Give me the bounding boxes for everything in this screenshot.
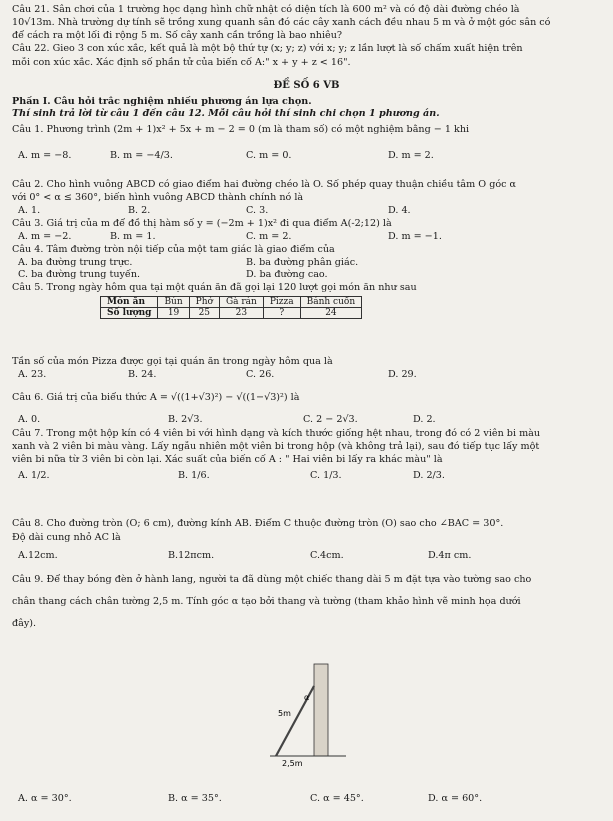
q1-option-a[interactable]: A. m = −8. xyxy=(18,150,72,161)
q5-option-a[interactable]: A. 23. xyxy=(18,369,47,380)
q5-option-d[interactable]: D. 29. xyxy=(388,369,417,380)
q9-option-d[interactable]: D. α = 60°. xyxy=(428,793,483,804)
q21-line-1: Câu 21. Sân chơi của 1 trường học dạng hình chữ nhật có diện tích là 600 m² và có độ dài đường chéo là xyxy=(12,4,520,15)
q4-option-b[interactable]: B. ba đường phân giác. xyxy=(246,257,359,268)
q9-text-2: chân thang cách chân tường 2,5 m. Tính góc α tạo bởi thang và tường (tham khảo hình vẽ minh họa dưới xyxy=(12,596,521,607)
q21-line-2: 10√13m. Nhà trường dự tính sẽ trồng xung quanh sân đó các cây xanh cách đều nhau 5 m và ở một góc sân có xyxy=(12,17,551,28)
q9-option-a[interactable]: A. α = 30°. xyxy=(18,793,72,804)
table-cell: 19 xyxy=(158,308,189,319)
table-cell: ? xyxy=(263,308,300,319)
q8-option-a[interactable]: A.12cm. xyxy=(18,550,58,561)
q5-options xyxy=(18,369,605,383)
q22-line-2: mỗi con xúc xắc. Xác định số phần tử của biến cố A:" x + y + z < 16". xyxy=(12,57,351,68)
q8-options xyxy=(18,550,605,564)
q3-option-d[interactable]: D. m = −1. xyxy=(388,231,442,242)
q1-option-b[interactable]: B. m = −4/3. xyxy=(110,150,173,161)
q6-text: Câu 6. Giá trị của biểu thức A = √((1+√3)²) − √((1−√3)²) là xyxy=(12,392,300,403)
q9-text-3: đây). xyxy=(12,618,37,629)
q1-options xyxy=(18,150,605,164)
q3-options xyxy=(18,231,605,245)
q7-options xyxy=(18,470,605,484)
q2-text-1: Câu 2. Cho hình vuông ABCD có giao điểm hai đường chéo là O. Số phép quay thuận chiều tâm O góc α xyxy=(12,179,517,190)
q3-text: Câu 3. Giá trị của m để đồ thị hàm số y = (−2m + 1)x² đi qua điểm A(-2;12) là xyxy=(12,218,392,229)
table-cell: Bún xyxy=(158,297,189,308)
table-cell: Gà rán xyxy=(219,297,263,308)
q1-option-c[interactable]: C. m = 0. xyxy=(246,150,292,161)
q2-options xyxy=(18,205,605,219)
q9-option-c[interactable]: C. α = 45°. xyxy=(310,793,364,804)
q6-option-c[interactable]: C. 2 − 2√3. xyxy=(303,414,358,425)
q4-text: Câu 4. Tâm đường tròn nội tiếp của một tam giác là giao điểm của xyxy=(12,244,335,255)
exam-header: ĐỀ SỐ 6 VB xyxy=(273,80,340,91)
table-cell: Phở xyxy=(189,297,219,308)
ladder-figure xyxy=(250,660,360,770)
q9-text-1: Câu 9. Để thay bóng đèn ở hành lang, người ta đã dùng một chiếc thang dài 5 m đặt tựa vào tường sao cho xyxy=(12,574,532,585)
q5-question: Tần số của món Pizza được gọi tại quán ăn trong ngày hôm qua là xyxy=(12,356,333,367)
q2-option-c[interactable]: C. 3. xyxy=(246,205,269,216)
q2-text-2: với 0° < α ≤ 360°, biến hình vuông ABCD thành chính nó là xyxy=(12,192,304,203)
q5-text: Câu 5. Trong ngày hôm qua tại một quán ăn đã gọi lại 120 lượt gọi món ăn như sau xyxy=(12,282,417,293)
angle-label: α xyxy=(304,693,310,702)
q7-option-c[interactable]: C. 1/3. xyxy=(310,470,342,481)
q8-option-c[interactable]: C.4cm. xyxy=(310,550,344,561)
table-cell: Món ăn xyxy=(101,297,158,308)
q4-option-a[interactable]: A. ba đường trung trực. xyxy=(18,257,133,268)
q21-line-3: để cách ra một lối đi rộng 5 m. Số cây xanh cần trồng là bao nhiêu? xyxy=(12,30,343,41)
ladder-length-label: 5m xyxy=(278,709,291,718)
table-row xyxy=(101,297,362,308)
table-cell: 23 xyxy=(219,308,263,319)
q5-option-c[interactable]: C. 26. xyxy=(246,369,275,380)
q9-options xyxy=(18,793,605,807)
table-cell: 25 xyxy=(189,308,219,319)
table-cell: Pizza xyxy=(263,297,300,308)
table-row xyxy=(101,308,362,319)
q2-option-d[interactable]: D. 4. xyxy=(388,205,411,216)
q8-text-2: Độ dài cung nhỏ AC là xyxy=(12,532,121,543)
q3-option-c[interactable]: C. m = 2. xyxy=(246,231,292,242)
q2-option-b[interactable]: B. 2. xyxy=(128,205,151,216)
q9-option-b[interactable]: B. α = 35°. xyxy=(168,793,222,804)
table-cell: Số lượng xyxy=(101,308,158,319)
q6-options xyxy=(18,414,605,428)
base-length-label: 2,5m xyxy=(282,759,303,768)
table-cell: 24 xyxy=(300,308,362,319)
q7-option-a[interactable]: A. 1/2. xyxy=(18,470,50,481)
wall-shape xyxy=(314,664,328,756)
q6-option-d[interactable]: D. 2. xyxy=(413,414,436,425)
pizza-frequency-table xyxy=(100,296,362,319)
q4-options-row2 xyxy=(18,269,605,283)
q4-option-d[interactable]: D. ba đường cao. xyxy=(246,269,328,280)
q7-option-b[interactable]: B. 1/6. xyxy=(178,470,210,481)
q6-option-b[interactable]: B. 2√3. xyxy=(168,414,203,425)
q7-option-d[interactable]: D. 2/3. xyxy=(413,470,445,481)
q7-text-2: xanh và 2 viên bi màu vàng. Lấy ngẫu nhiên một viên bi trong hộp (và không trả lại), sau đó tiếp tục lấy một xyxy=(12,441,540,452)
q8-text-1: Câu 8. Cho đường tròn (O; 6 cm), đường kính AB. Điểm C thuộc đường tròn (O) sao cho ∠BAC = 30°. xyxy=(12,518,504,529)
q4-option-c[interactable]: C. ba đường trung tuyến. xyxy=(18,269,141,280)
q7-text-1: Câu 7. Trong một hộp kín có 4 viên bi với hình dạng và kích thước giống hệt nhau, trong đó có 2 viên bi màu xyxy=(12,428,541,439)
q22-line-1: Câu 22. Gieo 3 con xúc xắc, kết quả là một bộ thứ tự (x; y; z) với x; y; z lần lượt là số chấm xuất hiện trên xyxy=(12,43,523,54)
q2-option-a[interactable]: A. 1. xyxy=(18,205,41,216)
q8-option-b[interactable]: B.12πcm. xyxy=(168,550,215,561)
table-cell: Bánh cuốn xyxy=(300,297,362,308)
q1-option-d[interactable]: D. m = 2. xyxy=(388,150,434,161)
q1-text: Câu 1. Phương trình (2m + 1)x² + 5x + m − 2 = 0 (m là tham số) có một nghiệm bằng − 1 khi xyxy=(12,124,470,135)
q5-option-b[interactable]: B. 24. xyxy=(128,369,157,380)
q3-option-a[interactable]: A. m = −2. xyxy=(18,231,72,242)
part-instruction: Thí sinh trả lời từ câu 1 đến câu 12. Mỗi câu hỏi thí sinh chỉ chọn 1 phương án. xyxy=(12,108,440,119)
q8-option-d[interactable]: D.4π cm. xyxy=(428,550,472,561)
q3-option-b[interactable]: B. m = 1. xyxy=(110,231,156,242)
part-title: Phần I. Câu hỏi trắc nghiệm nhiều phương án lựa chọn. xyxy=(12,96,312,107)
q7-text-3: viên bi nữa từ 3 viên bi còn lại. Xác suất của biến cố A : " Hai viên bi lấy ra khác màu" là xyxy=(12,454,443,465)
q6-option-a[interactable]: A. 0. xyxy=(18,414,41,425)
